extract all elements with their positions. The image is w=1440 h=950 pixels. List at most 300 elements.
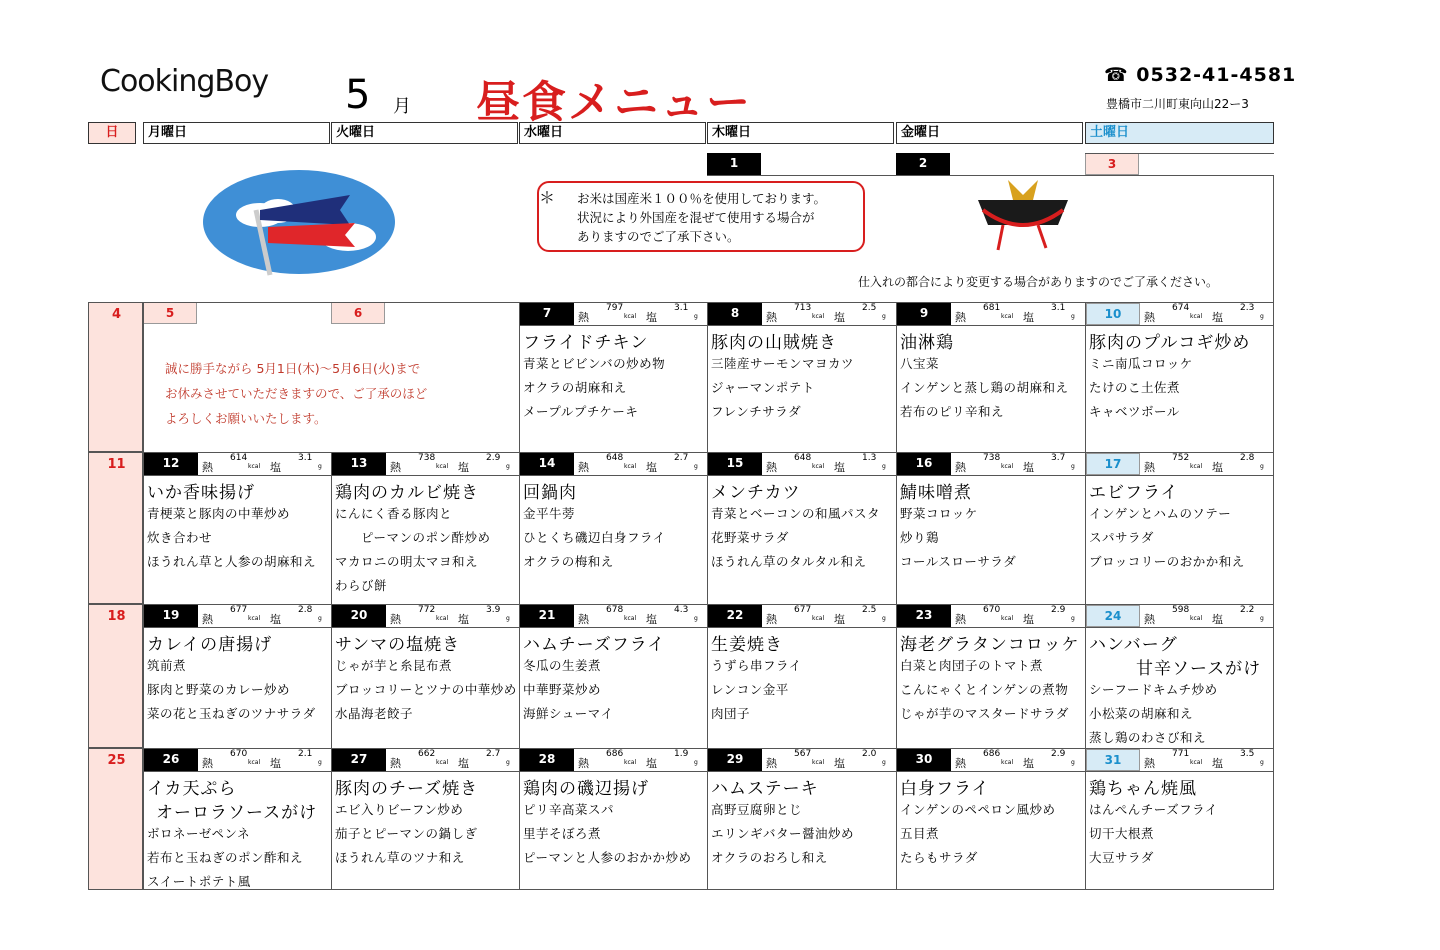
side-dish: エリンギバター醤油炒め <box>711 826 855 841</box>
day-header <box>1086 749 1274 772</box>
salt-value: 1.3 <box>862 453 877 463</box>
day-header <box>897 453 1085 476</box>
kcal-unit: kcal <box>812 615 825 622</box>
heat-label: 熱 <box>766 461 777 474</box>
salt-unit: g <box>506 615 510 622</box>
salt-value: 2.2 <box>1240 605 1255 615</box>
side-dish: ピーマンと人参のおかか炒め <box>523 850 692 865</box>
kcal-value: 686 <box>983 749 1001 759</box>
side-dish: 金平牛蒡 <box>523 506 576 521</box>
kcal-unit: kcal <box>624 313 637 320</box>
salt-label: 塩 <box>270 757 281 770</box>
salt-label: 塩 <box>834 311 845 324</box>
page-title: 昼食メニュー <box>476 77 752 128</box>
side-dish: 五目煮 <box>900 826 940 841</box>
side-dish: フレンチサラダ <box>711 404 802 419</box>
kcal-unit: kcal <box>812 759 825 766</box>
kcal-unit: kcal <box>1190 463 1203 470</box>
salt-label: 塩 <box>1023 311 1034 324</box>
salt-value: 3.9 <box>486 605 501 615</box>
holiday-line: お休みさせていただきますので、ご了承のほど <box>165 386 428 401</box>
salt-unit: g <box>1071 313 1075 320</box>
kcal-unit: kcal <box>1001 615 1014 622</box>
main-dish: メンチカツ <box>711 483 801 503</box>
main-dish: エビフライ <box>1089 483 1179 503</box>
day-header <box>332 453 519 476</box>
kcal-value: 567 <box>794 749 812 759</box>
salt-label: 塩 <box>1212 757 1223 770</box>
sunday-cell <box>88 604 143 748</box>
kcal-value: 752 <box>1172 453 1190 463</box>
side-dish: 小松菜の胡麻和え <box>1089 706 1194 721</box>
side-dish: じゃが芋のマスタードサラダ <box>900 706 1069 721</box>
side-dish: 炊き合わせ <box>147 530 213 545</box>
day-number: 1 <box>707 153 761 175</box>
kcal-unit: kcal <box>1001 463 1014 470</box>
side-dish: スパサラダ <box>1089 530 1154 545</box>
heat-label: 熱 <box>766 757 777 770</box>
salt-value: 2.9 <box>486 453 501 463</box>
side-dish: 海鮮シューマイ <box>523 706 614 721</box>
side-dish: 菜の花と玉ねぎのツナサラダ <box>147 706 316 721</box>
side-dish: 大豆サラダ <box>1089 850 1154 865</box>
side-dish: 花野菜サラダ <box>711 530 789 545</box>
day-cell <box>707 748 896 890</box>
day-cell <box>331 604 519 748</box>
kcal-unit: kcal <box>624 615 637 622</box>
day-cell <box>519 604 707 748</box>
day-header <box>1086 605 1274 628</box>
side-dish: インゲンとハムのソテー <box>1089 506 1232 521</box>
day-number: 12 <box>144 453 198 475</box>
heat-label: 熱 <box>955 461 966 474</box>
day-number: 20 <box>332 605 386 627</box>
main-dish-sub: オーロラソースがけ <box>156 803 318 823</box>
salt-unit: g <box>506 759 510 766</box>
side-dish: ほうれん草と人参の胡麻和え <box>147 554 317 569</box>
day-cell <box>519 302 707 452</box>
salt-unit: g <box>882 313 886 320</box>
salt-unit: g <box>1071 615 1075 622</box>
side-dish: 青菜とベーコンの和風パスタ <box>711 506 881 521</box>
day-number: 14 <box>520 453 574 475</box>
side-dish: スイートポテト風 <box>147 874 251 889</box>
day-cell <box>519 748 707 890</box>
side-dish: オクラの胡麻和え <box>523 380 627 395</box>
salt-unit: g <box>1260 759 1264 766</box>
salt-value: 2.1 <box>298 749 313 759</box>
main-dish: サンマの塩焼き <box>335 635 461 655</box>
side-dish: ブロッコリーとツナの中華炒め <box>335 682 517 697</box>
kcal-value: 670 <box>983 605 1001 615</box>
day-cell <box>143 748 331 890</box>
day-header <box>708 749 896 772</box>
day-number: 13 <box>332 453 386 475</box>
main-dish: 豚肉のプルコギ炒め <box>1089 333 1251 353</box>
side-dish: メープルプチケーキ <box>523 404 639 419</box>
day-number: 5 <box>143 302 197 324</box>
day-header <box>520 749 707 772</box>
sunday-number: 11 <box>107 457 126 472</box>
side-dish: 青梗菜と豚肉の中華炒め <box>147 506 291 521</box>
salt-value: 3.1 <box>298 453 313 463</box>
main-dish: 豚肉の山賊焼き <box>711 333 837 353</box>
salt-unit: g <box>1071 759 1075 766</box>
day-number: 6 <box>331 302 385 324</box>
day-number: 21 <box>520 605 574 627</box>
side-dish: 蒸し鶏のわさび和え <box>1089 730 1207 745</box>
sunday-number: 18 <box>107 609 126 624</box>
heat-label: 熱 <box>202 757 213 770</box>
heat-label: 熱 <box>1144 311 1155 324</box>
salt-value: 1.9 <box>674 749 689 759</box>
day-header <box>144 749 331 772</box>
kcal-unit: kcal <box>624 759 637 766</box>
day-number: 9 <box>897 303 951 325</box>
day-number: 17 <box>1086 453 1140 475</box>
heat-label: 熱 <box>955 757 966 770</box>
change-notice: 仕入れの都合により変更する場合がありますのでご了承ください。 <box>858 275 1219 289</box>
day-cell <box>1085 748 1274 890</box>
side-dish: じゃが芋と糸昆布煮 <box>335 658 453 673</box>
salt-value: 3.5 <box>1240 749 1255 759</box>
day-cell <box>1085 302 1274 452</box>
side-dish: 肉団子 <box>711 706 751 721</box>
day-cell <box>1085 452 1274 604</box>
day-number: 19 <box>144 605 198 627</box>
main-dish: 海老グラタンコロッケ <box>900 635 1080 655</box>
salt-unit: g <box>318 463 322 470</box>
main-dish: カレイの唐揚げ <box>147 635 273 655</box>
day-header <box>708 605 896 628</box>
rice-notice-line: ありますのでご了承下さい。 <box>577 229 740 244</box>
salt-value: 2.0 <box>862 749 877 759</box>
salt-value: 3.1 <box>674 303 689 313</box>
salt-unit: g <box>694 313 698 320</box>
kcal-value: 648 <box>794 453 812 463</box>
rice-notice-line: 状況により外国産を混ぜて使用する場合が <box>577 210 815 225</box>
salt-label: 塩 <box>1212 311 1223 324</box>
day-number: 3 <box>1085 153 1139 175</box>
side-dish: シーフードキムチ炒め <box>1089 682 1218 697</box>
kcal-unit: kcal <box>248 463 261 470</box>
side-dish: ピリ辛高菜スパ <box>523 802 615 817</box>
day-header <box>332 605 519 628</box>
heat-label: 熱 <box>390 613 401 626</box>
day-header <box>520 605 707 628</box>
salt-label: 塩 <box>646 613 657 626</box>
sunday-cell <box>88 452 143 604</box>
main-dish: 白身フライ <box>900 779 990 799</box>
kcal-value: 771 <box>1172 749 1190 759</box>
holiday-line: 誠に勝手ながら 5月1日(木)～5月6日(火)まで <box>165 361 421 376</box>
heat-label: 熱 <box>390 757 401 770</box>
main-dish: 鯖味噌煮 <box>900 483 972 503</box>
calendar-grid <box>88 122 1274 890</box>
side-dish: 切干大根煮 <box>1089 826 1155 841</box>
side-dish: 筑前煮 <box>147 658 187 673</box>
heat-label: 熱 <box>578 311 589 324</box>
day-header <box>708 453 896 476</box>
salt-label: 塩 <box>646 311 657 324</box>
salt-label: 塩 <box>1212 613 1223 626</box>
kcal-value: 678 <box>606 605 624 615</box>
salt-unit: g <box>882 759 886 766</box>
side-dish: キャベツボール <box>1089 404 1180 419</box>
side-dish: はんぺんチーズフライ <box>1089 802 1218 817</box>
salt-unit: g <box>506 463 510 470</box>
day-number: 23 <box>897 605 951 627</box>
kcal-unit: kcal <box>1001 313 1014 320</box>
side-dish: にんにく香る豚肉と <box>335 506 453 521</box>
kcal-unit: kcal <box>812 313 825 320</box>
side-dish: 野菜コロッケ <box>900 506 978 521</box>
kcal-value: 797 <box>606 303 624 313</box>
rice-notice-line: お米は国産米１００％を使用しております。 <box>577 191 827 206</box>
kcal-value: 662 <box>418 749 436 759</box>
side-dish: 中華野菜炒め <box>523 682 602 697</box>
day-header <box>144 453 331 476</box>
day-cell <box>331 452 519 604</box>
heat-label: 熱 <box>578 757 589 770</box>
side-dish: ほうれん草のツナ和え <box>335 850 465 865</box>
side-dish: マカロニの明太マヨ和え <box>335 554 479 569</box>
salt-label: 塩 <box>834 461 845 474</box>
day-cell <box>896 748 1085 890</box>
day-cell <box>143 452 331 604</box>
day-cell <box>143 604 331 748</box>
side-dish: ブロッコリーのおかか和え <box>1089 554 1245 569</box>
month-suffix: 月 <box>393 96 411 117</box>
side-dish: こんにゃくとインゲンの煮物 <box>900 682 1069 697</box>
salt-label: 塩 <box>834 757 845 770</box>
side-dish: 水晶海老餃子 <box>335 706 414 721</box>
salt-unit: g <box>882 463 886 470</box>
heat-label: 熱 <box>202 461 213 474</box>
heat-label: 熱 <box>390 461 401 474</box>
heat-label: 熱 <box>202 613 213 626</box>
address: 豊橋市二川町東向山22ー3 <box>1106 97 1249 111</box>
kcal-unit: kcal <box>248 615 261 622</box>
salt-value: 4.3 <box>674 605 689 615</box>
kcal-unit: kcal <box>1001 759 1014 766</box>
side-dish: うずら串フライ <box>711 658 802 673</box>
salt-unit: g <box>882 615 886 622</box>
side-dish: たけのこ土佐煮 <box>1089 380 1181 395</box>
day-header <box>1086 453 1274 476</box>
weekday-tue: 火曜日 <box>331 122 518 144</box>
salt-label: 塩 <box>834 613 845 626</box>
kcal-unit: kcal <box>436 759 449 766</box>
side-dish: 豚肉と野菜のカレー炒め <box>147 682 291 697</box>
day-header <box>332 749 519 772</box>
kcal-unit: kcal <box>812 463 825 470</box>
day-cell <box>707 302 896 452</box>
day-number: 15 <box>708 453 762 475</box>
salt-value: 2.8 <box>1240 453 1255 463</box>
weekday-fri: 金曜日 <box>896 122 1083 144</box>
side-dish: 冬瓜の生姜煮 <box>523 658 602 673</box>
side-dish: 炒り鶏 <box>900 530 940 545</box>
main-dish: ハムチーズフライ <box>523 635 666 655</box>
sunday-cell <box>88 748 143 890</box>
salt-label: 塩 <box>1023 613 1034 626</box>
kcal-unit: kcal <box>1190 759 1203 766</box>
kcal-unit: kcal <box>1190 313 1203 320</box>
day-number: 16 <box>897 453 951 475</box>
side-dish: ジャーマンポテト <box>711 380 815 395</box>
day-number: 7 <box>520 303 574 325</box>
heat-label: 熱 <box>1144 613 1155 626</box>
main-dish-sub: 甘辛ソースがけ <box>1136 659 1262 679</box>
day-header <box>897 605 1085 628</box>
day-cell <box>519 452 707 604</box>
side-dish: 若布と玉ねぎのポン酢和え <box>147 850 304 865</box>
salt-label: 塩 <box>1023 757 1034 770</box>
main-dish: 油淋鶏 <box>900 333 954 353</box>
day-cell <box>707 452 896 604</box>
side-dish: ひとくち磯辺白身フライ <box>523 530 666 545</box>
kcal-unit: kcal <box>624 463 637 470</box>
holiday-line: よろしくお願いいたします。 <box>165 411 327 426</box>
main-dish: 豚肉のチーズ焼き <box>335 779 479 799</box>
heat-label: 熱 <box>955 613 966 626</box>
heat-label: 熱 <box>1144 757 1155 770</box>
day-number: 22 <box>708 605 762 627</box>
salt-label: 塩 <box>458 757 469 770</box>
day-number: 27 <box>332 749 386 771</box>
weekday-mon: 月曜日 <box>143 122 330 144</box>
heat-label: 熱 <box>766 613 777 626</box>
day-header <box>708 303 896 326</box>
salt-unit: g <box>694 759 698 766</box>
main-dish: ハンバーグ <box>1089 635 1178 655</box>
kcal-value: 670 <box>230 749 248 759</box>
salt-label: 塩 <box>646 757 657 770</box>
salt-label: 塩 <box>1023 461 1034 474</box>
side-dish: オクラの梅和え <box>523 554 614 569</box>
side-dish: ミニ南瓜コロッケ <box>1089 356 1193 371</box>
phone-number: ☎ 0532-41-4581 <box>1104 64 1297 86</box>
day-cell <box>331 748 519 890</box>
side-dish: ピーマンのポン酢炒め <box>335 530 491 545</box>
side-dish: インゲンと蒸し鶏の胡麻和え <box>900 380 1069 395</box>
main-dish: 鶏肉のカルビ焼き <box>335 483 479 503</box>
day-cell <box>707 604 896 748</box>
kcal-value: 713 <box>794 303 812 313</box>
kcal-value: 674 <box>1172 303 1190 313</box>
side-dish: レンコン金平 <box>711 682 789 697</box>
kcal-unit: kcal <box>436 463 449 470</box>
salt-value: 2.7 <box>674 453 689 463</box>
main-dish: 回鍋肉 <box>523 483 577 503</box>
side-dish: 白菜と肉団子のトマト煮 <box>900 658 1044 673</box>
salt-unit: g <box>694 615 698 622</box>
day-cell <box>896 452 1085 604</box>
kcal-value: 681 <box>983 303 1001 313</box>
salt-unit: g <box>318 615 322 622</box>
salt-value: 2.9 <box>1051 749 1066 759</box>
day-header <box>1086 303 1274 326</box>
salt-label: 塩 <box>458 461 469 474</box>
side-dish: 八宝菜 <box>900 356 940 371</box>
asterisk: ＊ <box>539 188 556 207</box>
day-number: 8 <box>708 303 762 325</box>
side-dish: わらび餅 <box>335 578 388 593</box>
day-header <box>520 303 707 326</box>
main-dish: フライドチキン <box>523 333 649 353</box>
kcal-value: 614 <box>230 453 248 463</box>
main-dish: 鶏肉の磯辺揚げ <box>523 779 649 799</box>
day-header <box>520 453 707 476</box>
weekday-sat: 土曜日 <box>1085 122 1274 144</box>
day-number: 28 <box>520 749 574 771</box>
salt-unit: g <box>1260 463 1264 470</box>
side-dish: ボロネーゼペンネ <box>147 826 251 841</box>
day-cell <box>1085 604 1274 748</box>
day-cell <box>896 302 1085 452</box>
day-cell <box>896 604 1085 748</box>
kcal-value: 598 <box>1172 605 1190 615</box>
weekday-wed: 水曜日 <box>519 122 706 144</box>
salt-unit: g <box>1260 313 1264 320</box>
salt-label: 塩 <box>646 461 657 474</box>
day-header <box>897 749 1085 772</box>
side-dish: たらもサラダ <box>900 850 978 865</box>
day-number: 24 <box>1086 605 1140 627</box>
salt-value: 3.1 <box>1051 303 1066 313</box>
day-header <box>897 303 1085 326</box>
salt-label: 塩 <box>458 613 469 626</box>
kcal-value: 738 <box>983 453 1001 463</box>
sunday-cell <box>88 302 143 452</box>
weekday-sun: 日 <box>88 122 136 144</box>
main-dish: 鶏ちゃん焼風 <box>1089 779 1197 799</box>
day-number: 10 <box>1086 303 1140 325</box>
day-number: 2 <box>896 153 950 175</box>
side-dish: オクラのおろし和え <box>711 850 828 865</box>
salt-value: 2.9 <box>1051 605 1066 615</box>
salt-value: 2.3 <box>1240 303 1255 313</box>
salt-label: 塩 <box>1212 461 1223 474</box>
side-dish: ほうれん草のタルタル和え <box>711 554 867 569</box>
day-number: 29 <box>708 749 762 771</box>
kcal-unit: kcal <box>436 615 449 622</box>
day-number: 31 <box>1086 749 1140 771</box>
salt-value: 2.8 <box>298 605 313 615</box>
kcal-value: 648 <box>606 453 624 463</box>
salt-unit: g <box>1260 615 1264 622</box>
side-dish: 茄子とピーマンの鍋しぎ <box>335 826 478 841</box>
heat-label: 熱 <box>578 613 589 626</box>
kcal-unit: kcal <box>1190 615 1203 622</box>
heat-label: 熱 <box>578 461 589 474</box>
side-dish: エビ入りビーフン炒め <box>335 802 464 817</box>
salt-unit: g <box>318 759 322 766</box>
day-header <box>144 605 331 628</box>
salt-label: 塩 <box>270 613 281 626</box>
month-number: 5 <box>345 72 371 118</box>
salt-unit: g <box>1071 463 1075 470</box>
day-number: 26 <box>144 749 198 771</box>
brand-logo: CookingBoy <box>100 64 269 99</box>
sunday-number: 4 <box>111 307 122 322</box>
salt-value: 2.7 <box>486 749 501 759</box>
main-dish: イカ天ぷら <box>147 779 237 799</box>
weekday-thu: 木曜日 <box>707 122 894 144</box>
salt-unit: g <box>694 463 698 470</box>
heat-label: 熱 <box>766 311 777 324</box>
